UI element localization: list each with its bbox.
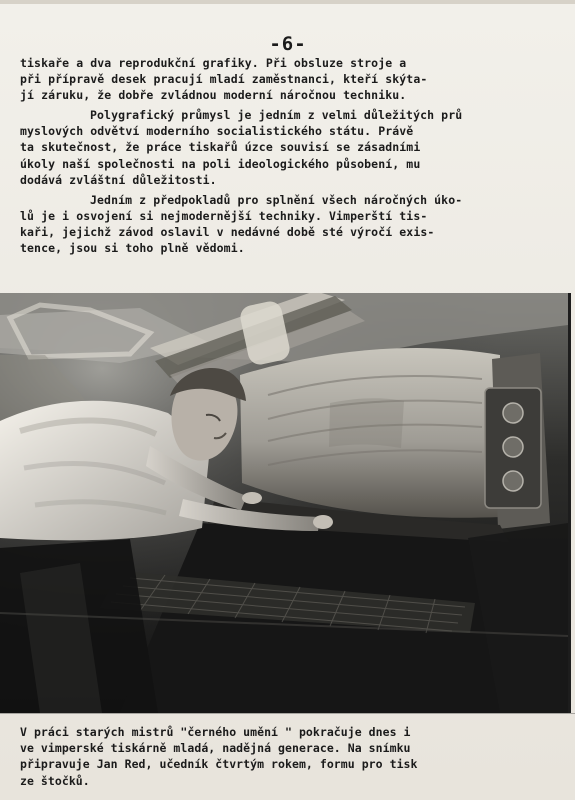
paragraph-3-line-2: lů je i osvojení si nejmodernější techniky. Vimperští tis-	[20, 208, 428, 223]
paragraph-3-line-3: kaři, jejichž závod oslavil v nedávné době sté výročí exis-	[20, 224, 435, 239]
page-top-edge	[0, 0, 575, 4]
page-number: -6-	[269, 33, 307, 55]
paragraph-2-line-3: ta skutečnost, že práce tiskařů úzce souvisí se zásadními	[20, 140, 421, 155]
paragraph-1-line-1: tiskaře a dva reprodukční grafiky. Při obsluze stroje a	[20, 56, 407, 70]
printing-press-photo-illustration	[0, 293, 568, 713]
photo-bottom-edge	[0, 713, 575, 714]
paragraph-1-line-3: jí záruku, že dobře zvládnou moderní náročnou techniku.	[20, 88, 407, 103]
caption-line-1: V práci starých mistrů "černého umění " pokračuje dnes i	[20, 725, 411, 739]
paragraph-3-line-4: tence, jsou si toho plně vědomi.	[20, 241, 245, 256]
caption-line-2: ve vimperské tiskárně mladá, nadějná generace. Na snímku	[20, 741, 411, 756]
drum-ink-patch	[329, 398, 404, 448]
paragraph-3-line-1: Jedním z předpokladů pro splnění všech náročných úko-	[90, 192, 463, 207]
paragraph-2	[20, 107, 530, 187]
paragraph-1	[20, 55, 530, 103]
paragraph-2-line-2: myslových odvětví moderního socialistického státu. Právě	[20, 124, 414, 139]
paragraph-2-line-1: Polygrafický průmysl je jedním z velmi důležitých prů	[90, 108, 463, 123]
printing-press-photo	[0, 293, 571, 713]
paragraph-2-line-5: dodává zvláštní důležitosti.	[20, 172, 217, 187]
caption-line-4: ze štočků.	[20, 773, 90, 788]
paragraph-3	[20, 192, 530, 256]
article-text	[20, 55, 530, 256]
black-and-white-photo	[0, 293, 568, 713]
control-knob-2	[503, 437, 523, 457]
paragraph-1-line-2: při přípravě desek pracují mladí zaměstnanci, kteří skýta-	[20, 72, 428, 87]
paragraph-2-line-4: úkoly naší společnosti na poli ideologického působení, mu	[20, 156, 421, 171]
photo-caption	[20, 724, 540, 789]
control-knob-1	[503, 403, 523, 423]
control-knob-3	[503, 471, 523, 491]
caption-line-3: připravuje Jan Red, učedník čtvrtým rokem, formu pro tisk	[20, 757, 418, 772]
worker-right-hand	[313, 515, 333, 529]
worker-left-hand	[242, 492, 262, 504]
